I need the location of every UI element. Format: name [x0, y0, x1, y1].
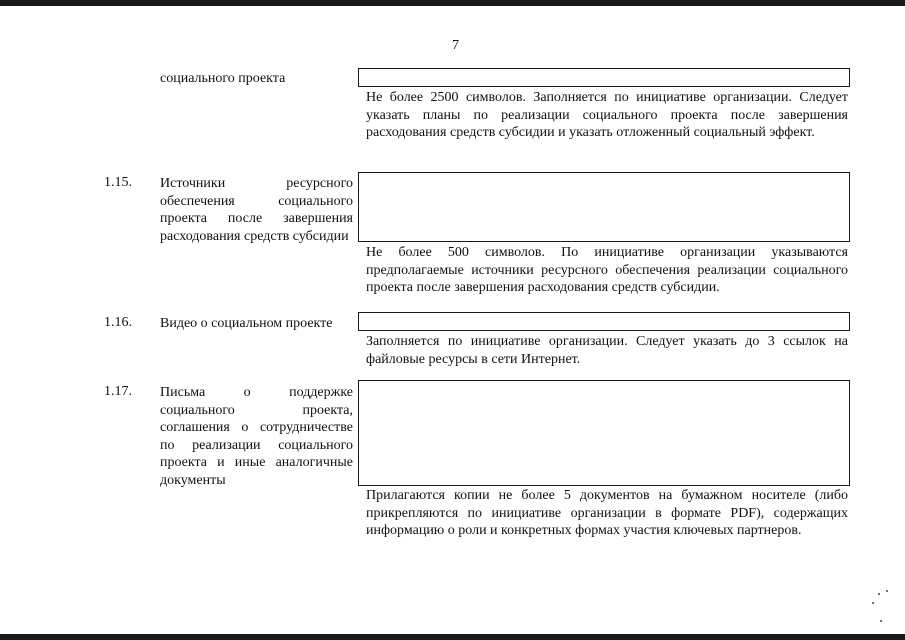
- page-number: 7: [452, 38, 459, 53]
- field-resource-sources[interactable]: [358, 172, 850, 242]
- field-post-project-plans[interactable]: [358, 68, 850, 87]
- field-video-links[interactable]: [358, 312, 850, 331]
- row-note-continuation: Не более 2500 символов. Заполняется по инициативе организации. Следует указать планы по реализации социального проекта после завершения расходования средств субсидии и указать отложенный социальный эффект.: [366, 90, 848, 140]
- row-label-1-15: Источники ресурсного обеспечения социального проекта после завершения расходования средств субсидии: [160, 176, 353, 244]
- bottom-border: [0, 634, 905, 640]
- row-number-1-16: 1.16.: [104, 315, 132, 330]
- scan-speck: [886, 590, 888, 592]
- row-number-1-17: 1.17.: [104, 384, 132, 399]
- top-border: [0, 0, 905, 6]
- row-note-1-15: Не более 500 символов. По инициативе организации указываются предполагаемые источники ресурсного обеспечения реализации социального проекта после завершения расходования средств субсидии.: [366, 245, 848, 295]
- scan-speck: [872, 602, 874, 604]
- scan-speck: [880, 620, 882, 622]
- row-label-1-16: Видео о социальном проекте: [160, 316, 333, 331]
- row-label-1-17: Письма о поддержке социального проекта, соглашения о сотрудничестве по реализации социального проекта и иные аналогичные документы: [160, 385, 353, 488]
- field-support-letters[interactable]: [358, 380, 850, 486]
- row-label-continuation: социального проекта: [160, 71, 286, 86]
- row-note-1-17: Прилагаются копии не более 5 документов на бумажном носителе (либо прикрепляются по инициативе организации в формате PDF), содержащих информацию о роли и конкретных формах участия ключевых партнеров.: [366, 488, 848, 538]
- scan-speck: [878, 593, 880, 595]
- row-number-1-15: 1.15.: [104, 175, 132, 190]
- row-note-1-16: Заполняется по инициативе организации. Следует указать до 3 ссылок на файловые ресурсы в сети Интернет.: [366, 334, 848, 367]
